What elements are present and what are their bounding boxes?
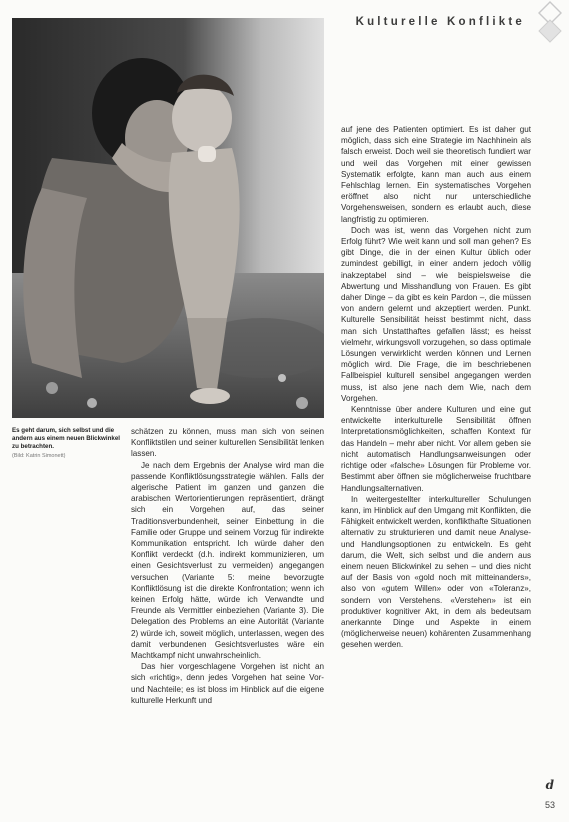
photo-caption	[12, 427, 124, 460]
paragraph: Das hier vorgeschlagene Vorgehen ist nicht an sich «richtig», denn jedes Vorgehen hat seine Vor- und Nachteile; es ist bloss im Hinblick auf die eigene kulturelle Herkunft und	[131, 662, 324, 705]
paragraph: schätzen zu können, muss man sich von seinen Konfliktstilen und seiner kulturellen Sensibilität lenken lassen.	[131, 427, 324, 459]
diamond-corner-mark	[537, 0, 563, 44]
paragraph: Je nach dem Ergebnis der Analyse wird man die passende Konfliktlösungsstrategie wählen. Falls der algerische Patient im ganzen und ganzen die arabischen Wertorientierungen repräsentiert, drängt sich ein Vorgehen auf, das seiner Traditionsverbundenheit, seiner Einbettung in die Familie oder Gruppe und seinem Vorzug für indirekte Kommunikation entspricht. Ich würde daher den Konflikt verdeckt (d.h. indirekt kommunizieren, um einen Gesichtsverlust zu vermeiden) angegangen versuchen (Variante 5: meine bevorzugte Konfliktlösung ist die direkte Konfrontation; wenn ich keinen Erfolg hätte, würde ich Verwandte und Freunde als Vermittler einbeziehen (Variante 3). Die Delegation des Problems an eine Autorität (Variante 2) würde ich, soweit möglich, unterlassen, wegen des damit verbundenen Gesichtsverlustes wäre ein Machtkampf nicht unwahrscheinlich.	[131, 460, 324, 661]
paragraph: In weitergestellter interkultureller Schulungen kann, im Hinblick auf den Umgang mit Konflikten, die Fähigkeit entwickelt werden, konflikthafte Situationen alternativ zu strukturieren und damit neue Analyse- und Handlungsoptionen zu entwickeln. Es geht darum, die Welt, sich selbst und die andern aus einem neuen Blickwinkel zu sehen – und dies nicht auf der Basis von «gold noch mit mitteinanders», also von «gutem Willen» oder von «Toleranz», sondern von Verstehens. «Verstehen» ist ein produktiver kognitiver Akt, in dem als bedeutsam anerkannte Dinge und Aspekte in einem (möglicherweise neuen) kohärenten Zusammenhang gesehen werden.	[341, 494, 531, 650]
section-title: Kulturelle Konflikte	[355, 16, 525, 28]
photo-credit: (Bild: Katrin Simonett)	[12, 453, 66, 459]
page-number: 53	[544, 800, 555, 810]
paragraph: Kenntnisse über andere Kulturen und eine gut entwickelte interkulturelle Sensibilität öffnen Interpretationsmöglichkeiten, schaffen Kontext für das Handeln – mehr aber nicht. Vor allem geben sie nicht automatisch Handlungsanweisungen oder richtige oder «falsche» Lösungen für Probleme vor. Bestimmt aber öffnen sie möglicherweise fruchtbare Handlungsalternativen.	[341, 405, 531, 493]
photo-father-and-child	[12, 18, 324, 418]
body-column-middle	[131, 426, 324, 802]
paragraph: auf jene des Patienten optimiert. Es ist daher gut möglich, dass sich eine Strategie im Nachhinein als falsch erweist. Doch weil sie theoretisch fundiert war und weil das Vorgehen mit einer gewissen Systematik erfolgte, kann man auch aus einem Fehlschlag lernen. Ein systematisches Vorgehen eröffnet also nicht nur unterschiedliche Vorgehensweisen, sondern es erlaubt auch, diese langfristig zu optimieren.	[341, 125, 531, 224]
publication-logo-mark: d	[545, 778, 554, 792]
body-column-right	[341, 124, 531, 800]
caption-text: Es geht darum, sich selbst und die andern aus einem neuen Blickwinkel zu betrachten.	[12, 427, 120, 450]
paragraph: Doch was ist, wenn das Vorgehen nicht zum Erfolg führt? Wie weit kann und soll man gehen? Es gibt Dinge, die in der einen Kultur üblich oder zumindest gebilligt, in einer andern jedoch völlig inakzeptabel sind – wie beispielsweise die Abwertung und Misshandlung von Frauen. Es gibt daher Dinge – da gibt es kein Pardon –, die müssen von andern gelernt und akzeptiert werden. Punkt. Kulturelle Sensibilität heisst bestimmt nicht, dass man sich Unstatthaftes gefallen lässt; es heisst vielmehr, wirkungsvoll vorzugehen, so dass optimale Lösungen verwirklicht werden können und Lernen möglich wird. Die Frage, die im beschriebenen Fallbeispiel kulturell sensibel angegangen werden muss, ist also jene nach dem Wie, nach dem Vorgehen.	[341, 225, 531, 403]
